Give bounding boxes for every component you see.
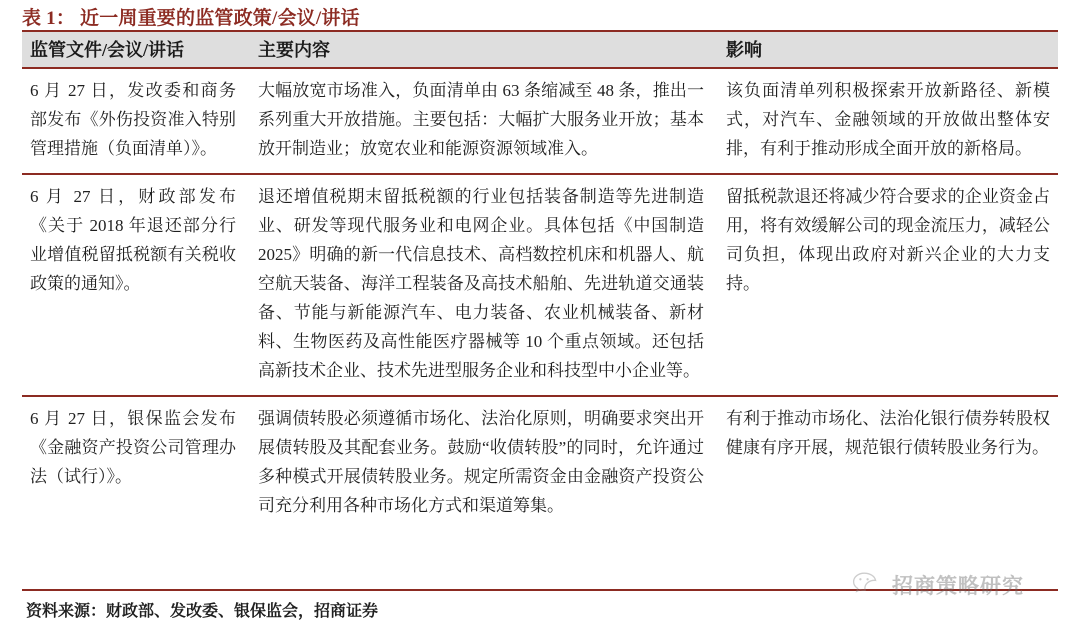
table-row: [22, 68, 1058, 174]
wechat-icon: [852, 571, 886, 599]
regulation-table: [22, 32, 1058, 530]
column-header-content: 主要内容: [246, 32, 716, 68]
column-header-document: 监管文件/会议/讲话: [22, 32, 246, 68]
cell-document: 6 月 27 日，财政部发布《关于 2018 年退还部分行业增值税留抵税额有关税收政策的通知》。: [22, 174, 246, 396]
source-note: 资料来源：财政部、发改委、银保监会，招商证券: [26, 603, 379, 620]
footer-rule: [22, 589, 1058, 591]
regulation-table-wrapper: [22, 30, 1058, 530]
cell-document: 6 月 27 日，发改委和商务部发布《外伤投资准入特别管理措施（负面清单）》。: [22, 68, 246, 174]
cell-content: 大幅放宽市场准入，负面清单由 63 条缩减至 48 条，推出一系列重大开放措施。主要包括：大幅扩大服务业开放；基本放开制造业；放宽农业和能源资源领域准入。: [246, 68, 716, 174]
cell-content: 退还增值税期末留抵税额的行业包括装备制造等先进制造业、研发等现代服务业和电网企业。具体包括《中国制造 2025》明确的新一代信息技术、高档数控机床和机器人、航空航天装备、海洋工程装备及高技术船舶、先进轨道交通装备、节能与新能源汽车、电力装备、农业机械装备、新材料、生物医药及高性能医疗器械等 10 个重点领域。还包括高新技术企业、技术先进型服务企业和科技型中小企业等。: [246, 174, 716, 396]
cell-impact: 有利于推动市场化、法治化银行债券转股权健康有序开展，规范银行债转股业务行为。: [726, 409, 1050, 457]
table-title: 表 1： 近一周重要的监管政策/会议/讲话: [22, 8, 360, 29]
cell-impact: 该负面清单列积极探索开放新路径、新模式，对汽车、金融领域的开放做出整体安排，有利于推动形成全面开放的新格局。: [716, 68, 1058, 174]
watermark: [852, 570, 1024, 600]
table-body: [22, 68, 1058, 530]
watermark-text: 招商策略研究: [892, 574, 1024, 598]
cell-impact: 留抵税款退还将减少符合要求的企业资金占用，将有效缓解公司的现金流压力，减轻公司负担，体现出政府对新兴企业的大力支持。: [716, 174, 1058, 396]
column-header-impact: 影响: [716, 32, 1058, 68]
table-row: [22, 174, 1058, 396]
cell-document: 6 月 27 日，银保监会发布《金融资产投资公司管理办法（试行）》。: [30, 409, 236, 486]
cell-content: 强调债转股必须遵循市场化、法治化原则，明确要求突出开展债转股及其配套业务。鼓励“收债转股”的同时，允许通过多种模式开展债转股业务。规定所需资金由金融资产投资公司充分利用各种市场化方式和渠道筹集。: [258, 409, 704, 515]
table-header-row: [22, 32, 1058, 68]
table-row: [22, 396, 1058, 530]
table-head: [22, 32, 1058, 68]
